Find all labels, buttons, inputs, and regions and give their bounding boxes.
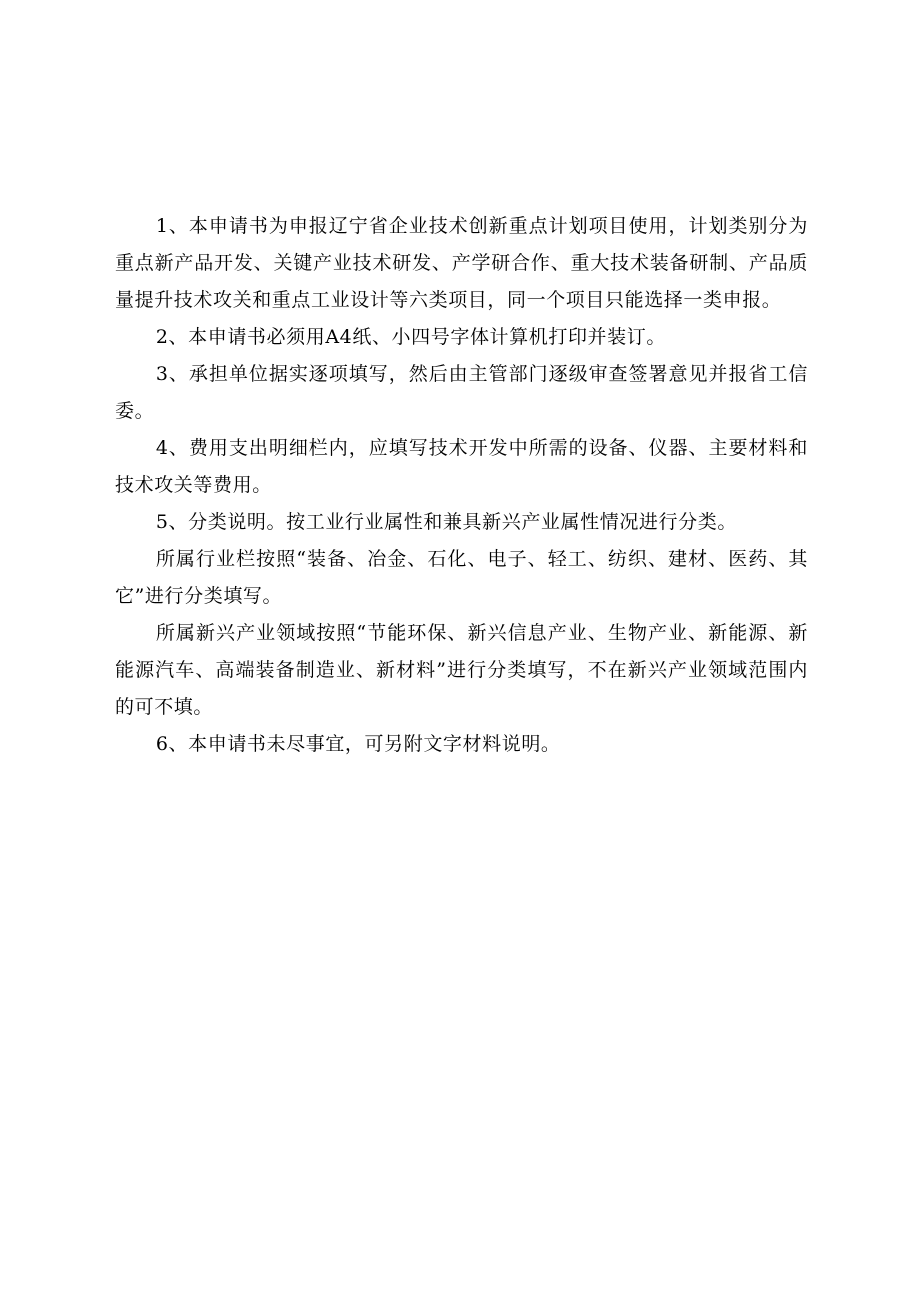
instruction-5: 5、分类说明。按工业行业属性和兼具新兴产业属性情况进行分类。 — [155, 511, 737, 533]
instruction-1: 1、本申请书为申报辽宁省企业技术创新重点计划项目使用，计划类别分为重点新产品开发、关键产业技术研发、产学研合作、重大技术装备研制、产品质量提升技术攻关和重点工业设计等六类项目，同一个项目只能选择一类申报。 — [115, 215, 808, 311]
instruction-4: 4、费用支出明细栏内，应填写技术开发中所需的设备、仪器、主要材料和技术攻关等费用。 — [115, 437, 808, 496]
instruction-2: 2、本申请书必须用A4纸、小四号字体计算机打印并装订。 — [155, 326, 666, 348]
instruction-3: 3、承担单位据实逐项填写，然后由主管部门逐级审查签署意见并报省工信委。 — [115, 363, 808, 422]
instruction-6: 6、本申请书未尽事宜，可另附文字材料说明。 — [155, 733, 561, 755]
instructions-body — [115, 208, 808, 763]
instruction-5-industry: 所属行业栏按照“装备、冶金、石化、电子、轻工、纺织、建材、医药、其它”进行分类填写。 — [115, 548, 808, 607]
instruction-5-emerging: 所属新兴产业领域按照“节能环保、新兴信息产业、生物产业、新能源、新能源汽车、高端装备制造业、新材料”进行分类填写，不在新兴产业领域范围内的可不填。 — [115, 622, 808, 718]
